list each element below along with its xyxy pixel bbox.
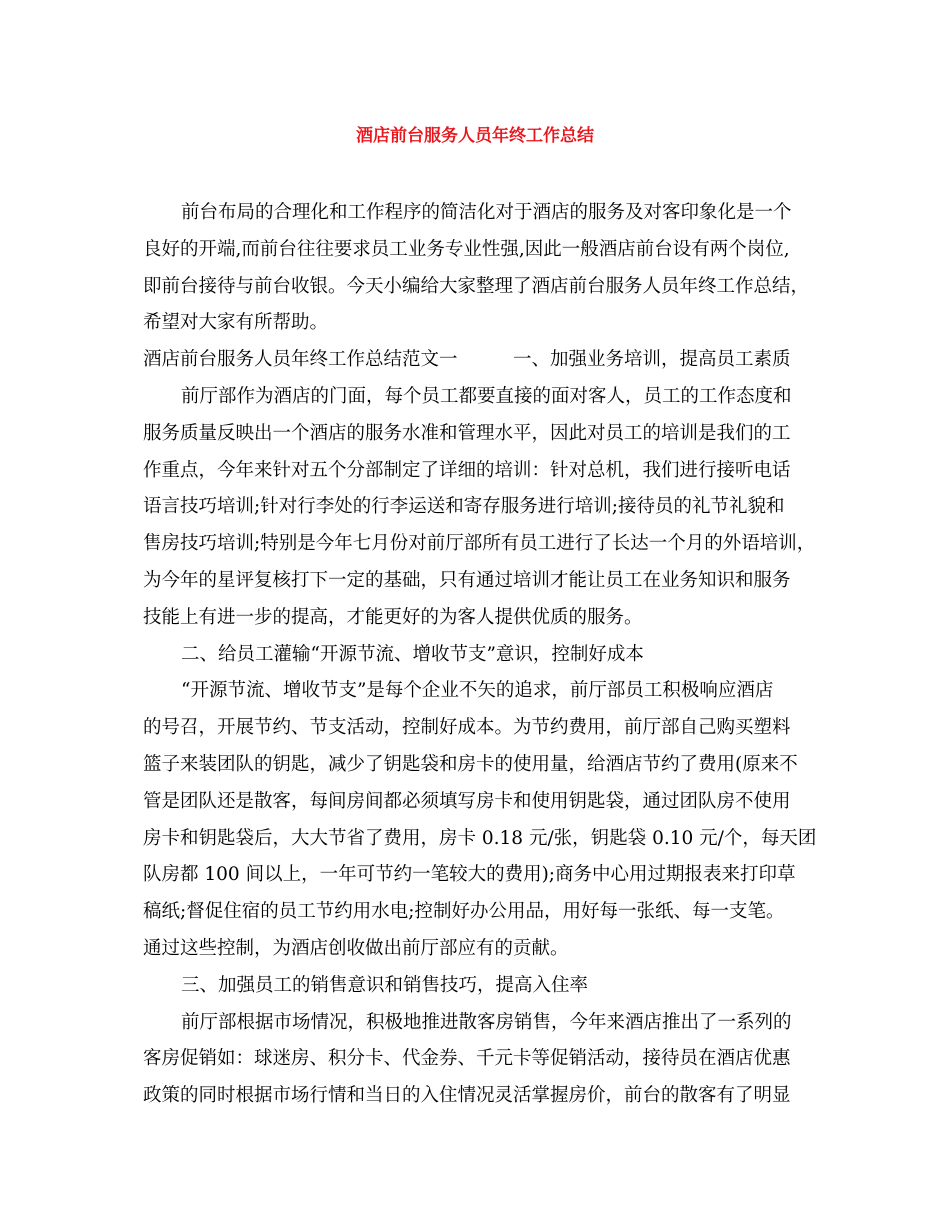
document-body bbox=[143, 195, 817, 1115]
paragraph-line: 通过这些控制，为酒店创收做出前厅部应有的贡献。 bbox=[143, 937, 569, 959]
paragraph-line: 二、给员工灌输“开源节流、增收节支”意识，控制好成本 bbox=[181, 643, 644, 665]
paragraph-line: 前台布局的合理化和工作程序的简洁化对于酒店的服务及对客印象化是一个 bbox=[181, 202, 792, 223]
paragraph-line: 前厅部根据市场情况，积极地推进散客房销售，今年来酒店推出了一系列的 bbox=[181, 1011, 792, 1033]
paragraph-line: 作重点，今年来针对五个分部制定了详细的培训：针对总机，我们进行接听电话 bbox=[143, 459, 791, 481]
paragraph-line: 前厅部作为酒店的门面，每个员工都要直接的面对客人，员工的工作态度和 bbox=[181, 385, 792, 407]
paragraph-line: 管是团队还是散客，每间房间都必须填写房卡和使用钥匙袋，通过团队房不使用 bbox=[143, 790, 791, 812]
paragraph-line: 希望对大家有所帮助。 bbox=[143, 312, 329, 334]
paragraph-line: 队房都 100 间以上，一年可节约一笔较大的费用);商务中心用过期报表来打印草 bbox=[143, 864, 796, 886]
paragraph-line: 良好的开端,而前台往往要求员工业务专业性强,因此一般酒店前台设有两个岗位, bbox=[143, 238, 790, 260]
paragraph-line: 政策的同时根据市场行情和当日的入住情况灵活掌握房价，前台的散客有了明显 bbox=[143, 1085, 791, 1107]
paragraph-line: 语言技巧培训;针对行李处的行李运送和寄存服务进行培训;接待员的礼节礼貌和 bbox=[143, 496, 785, 518]
paragraph-line: 三、加强员工的销售意识和销售技巧，提高入住率 bbox=[181, 974, 589, 996]
paragraph-line: 为今年的星评复核打下一定的基础，只有通过培训才能让员工在业务知识和服务 bbox=[143, 569, 791, 591]
paragraph-line: 的号召，开展节约、节支活动，控制好成本。为节约费用，前厅部自己购买塑料 bbox=[143, 717, 791, 739]
paragraph-line: 服务质量反映出一个酒店的服务水准和管理水平，因此对员工的培训是我们的工 bbox=[143, 422, 791, 444]
paragraph-line: 即前台接待与前台收银。今天小编给大家整理了酒店前台服务人员年终工作总结， bbox=[143, 275, 810, 297]
paragraph-line: 售房技巧培训;特别是今年七月份对前厅部所有员工进行了长达一个月的外语培训， bbox=[143, 533, 816, 555]
paragraph-line: 篮子来装团队的钥匙，减少了钥匙袋和房卡的使用量，给酒店节约了费用(原来不 bbox=[143, 753, 798, 775]
paragraph-line: 客房促销如：球迷房、积分卡、代金券、千元卡等促销活动，接待员在酒店优惠 bbox=[143, 1048, 791, 1070]
paragraph-line: “开源节流、增收节支”是每个企业不矢的追求，前厅部员工积极响应酒店 bbox=[181, 680, 774, 702]
document-title: 酒店前台服务人员年终工作总结 bbox=[356, 126, 594, 146]
paragraph-line: 房卡和钥匙袋后，大大节省了费用，房卡 0.18 元/张，钥匙袋 0.10 元/个，每天团 bbox=[143, 827, 817, 849]
paragraph-line: 稿纸;督促住宿的员工节约用水电;控制好办公用品，用好每一张纸、每一支笔。 bbox=[143, 901, 785, 923]
paragraph-line: 技能上有进一步的提高，才能更好的为客人提供优质的服务。 bbox=[143, 606, 643, 628]
paragraph-line: 酒店前台服务人员年终工作总结范文一 一、加强业务培训，提高员工素质 bbox=[143, 349, 791, 371]
